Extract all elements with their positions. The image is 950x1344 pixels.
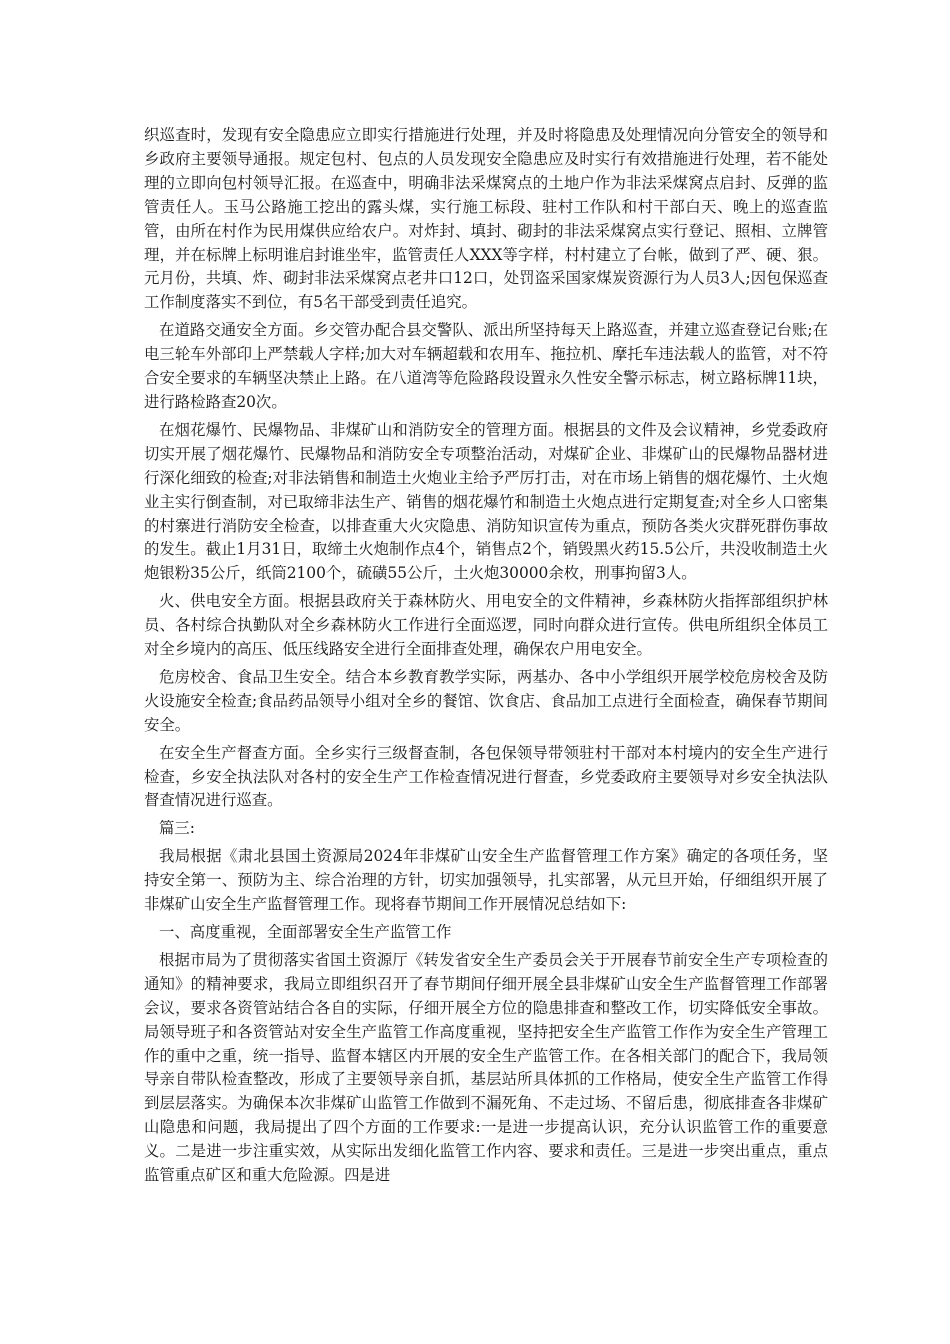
section-heading-part-three: 篇三: xyxy=(159,819,195,838)
section-heading-one: 一、高度重视，全面部署安全生产监管工作 xyxy=(159,923,452,941)
paragraph-fireworks: 在烟花爆竹、民爆物品、非煤矿山和消防安全的管理方面。根据县的文件及会议精神，乡党委政府切实开展了烟花爆竹、民爆物品和消防安全专项整治活动，对煤矿企业、非煤矿山的民爆物品器材进行深化细致的检查;对非法销售和制造土火炮业主给予严厉打击，对在市场上销售的烟花爆竹、土火炮业主实行倒查制，对已取缔非法生产、销售的烟花爆竹和制造土火炮点进行定期复查;对全乡人口密集的村寨进行消防安全检查，以排查重大火灾隐患、消防知识宣传为重点，预防各类火灾群死群伤事故的发生。截止1月31日，取缔土火炮制作点4个，销售点2个，销毁黑火药15.5公斤，共没收制造土火炮银粉35公斤，纸筒2100个，硫磺55公斤，土火炮30000余枚，刑事拘留3人。 xyxy=(144,420,828,583)
paragraph-supervision: 在安全生产督查方面。全乡实行三级督查制，各包保领导带领驻村干部对本村境内的安全生产进行检查，乡安全执法队对各村的安全生产工作检查情况进行督查，乡党委政府主要领导对乡安全执法队督查情况进行巡查。 xyxy=(144,743,828,810)
paragraph-school-food: 危房校舍、食品卫生安全。结合本乡教育教学实际，两基办、各中小学组织开展学校危房校舍及防火设施安全检查;食品药品领导小组对全乡的餐馆、饮食店、食品加工点进行全面检查，确保春节期间安全。 xyxy=(144,667,828,734)
document-body xyxy=(144,124,828,1192)
paragraph-deployment: 根据市局为了贯彻落实省国土资源厅《转发省安全生产委员会关于开展春节前安全生产专项检查的通知》的精神要求，我局立即组织召开了春节期间仔细开展全县非煤矿山安全生产监督管理工作部署会议，要求各资管站结合各自的实际，仔细开展全方位的隐患排查和整改工作，切实降低安全事故。局领导班子和各资管站对安全生产监管工作高度重视，坚持把安全生产监管工作作为安全生产管理工作的重中之重，统一指导、监督本辖区内开展的安全生产监管工作。在各相关部门的配合下，我局领导亲自带队检查整改，形成了主要领导亲自抓，基层站所具体抓的工作格局，使安全生产监管工作得到层层落实。为确保本次非煤矿山监管工作做到不漏死角、不走过场、不留后患，彻底排查各非煤矿山隐患和问题，我局提出了四个方面的工作要求:一是进一步提高认识，充分认识监管工作的重要意义。二是进一步注重实效，从实际出发细化监管工作内容、要求和责任。三是进一步突出重点，重点监管重点矿区和重大危险源。四是进 xyxy=(144,950,828,1185)
paragraph-intro: 我局根据《肃北县国土资源局2024年非煤矿山安全生产监督管理工作方案》确定的各项任务，坚持安全第一、预防为主、综合治理的方针，切实加强领导，扎实部署，从元旦开始，仔细组织开展了非煤矿山安全生产监督管理工作。现将春节期间工作开展情况总结如下: xyxy=(144,847,828,914)
paragraph-road-traffic: 在道路交通安全方面。乡交管办配合县交警队、派出所坚持每天上路巡查，并建立巡查登记台账;在电三轮车外部印上严禁载人字样;加大对车辆超载和农用车、拖拉机、摩托车违法载人的监管，对不符合安全要求的车辆坚决禁止上路。在八道湾等危险路段设置永久性安全警示标志，树立路标牌11块，进行路检路查20次。 xyxy=(144,321,828,411)
paragraph-fire-power: 火、供电安全方面。根据县政府关于森林防火、用电安全的文件精神，乡森林防火指挥部组织护林员、各村综合执勤队对全乡森林防火工作进行全面巡逻，同时向群众进行宣传。供电所组织全体员工对全乡境内的高压、低压线路安全进行全面排查处理，确保农户用电安全。 xyxy=(144,592,828,659)
paragraph-inspection: 织巡查时，发现有安全隐患应立即实行措施进行处理，并及时将隐患及处理情况向分管安全的领导和乡政府主要领导通报。规定包村、包点的人员发现安全隐患应及时实行有效措施进行处理，若不能处理的立即向包村领导汇报。在巡查中，明确非法采煤窝点的土地户作为非法采煤窝点启封、反弹的监管责任人。玉马公路施工挖出的露头煤，实行施工标段、驻村工作队和村干部白天、晚上的巡查监管，由所在村作为民用煤供应给农户。对炸封、填封、砌封的非法采煤窝点实行登记、照相、立牌管理，并在标牌上标明谁启封谁坐牢，监管责任人XXX等字样，村村建立了台帐，做到了严、硬、狠。元月份，共填、炸、砌封非法采煤窝点老井口12口，处罚盗采国家煤炭资源行为人员3人;因包保巡查工作制度落实不到位，有5名干部受到责任追究。 xyxy=(144,126,828,312)
